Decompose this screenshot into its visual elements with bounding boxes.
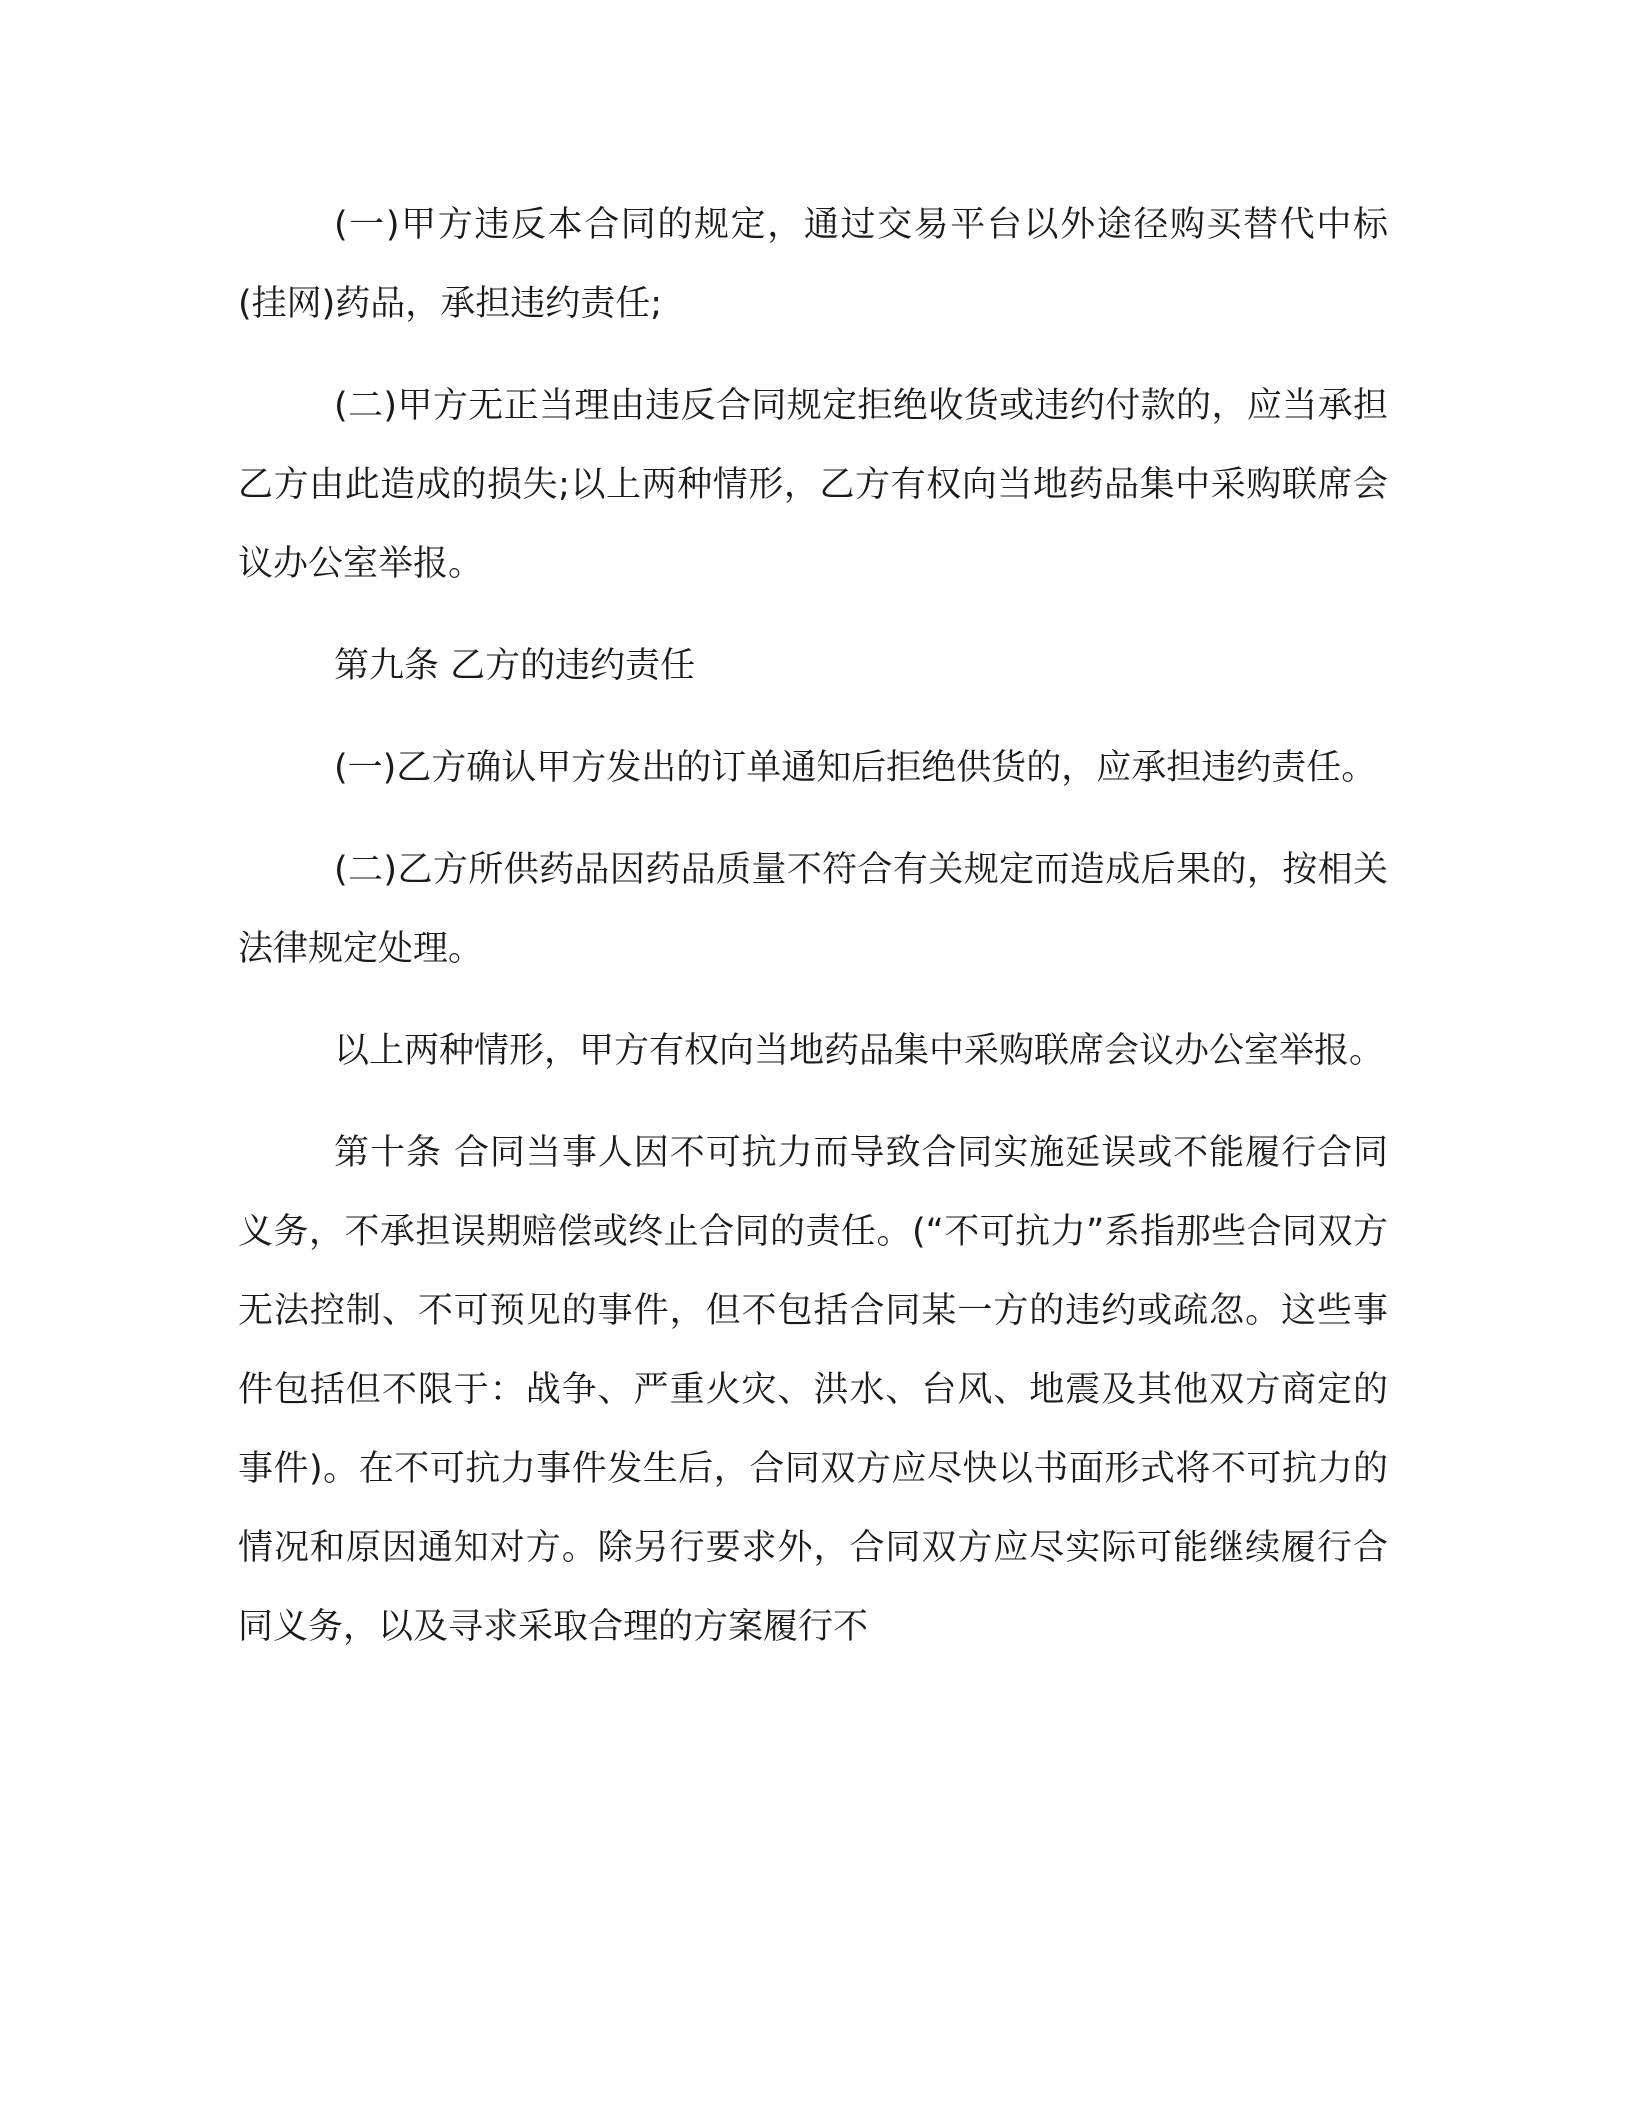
- contract-text: [238, 186, 1388, 1690]
- paragraph-party-b-clause-1: (一)乙方确认甲方发出的订单通知后拒绝供货的，应承担违约责任。: [334, 748, 1377, 788]
- paragraph-party-a-clause-2: (二)甲方无正当理由违反合同规定拒绝收货或违约付款的，应当承担乙方由此造成的损失;以上两种情形，乙方有权向当地药品集中采购联席会议办公室举报。: [238, 386, 1388, 584]
- article-10-paragraph: 第十条 合同当事人因不可抗力而导致合同实施延误或不能履行合同义务，不承担误期赔偿或终止合同的责任。(“不可抗力”系指那些合同双方无法控制、不可预见的事件，但不包括合同某一方的违约或疏忽。这些事件包括但不限于：战争、严重火灾、洪水、台风、地震及其他双方商定的事件)。在不可抗力事件发生后，合同双方应尽快以书面形式将不可抗力的情况和原因通知对方。除另行要求外，合同双方应尽实际可能继续履行合同义务，以及寻求采取合理的方案履行不: [238, 1133, 1388, 1647]
- paragraph-party-b-clause-2: (二)乙方所供药品因药品质量不符合有关规定而造成后果的，按相关法律规定处理。: [238, 850, 1388, 969]
- paragraph-party-a-clause-1: (一)甲方违反本合同的规定，通过交易平台以外途径购买替代中标(挂网)药品，承担违约责任;: [238, 205, 1388, 324]
- article-9-heading: 第九条 乙方的违约责任: [334, 646, 696, 686]
- paragraph-report-clause: 以上两种情形，甲方有权向当地药品集中采购联席会议办公室举报。: [334, 1031, 1385, 1071]
